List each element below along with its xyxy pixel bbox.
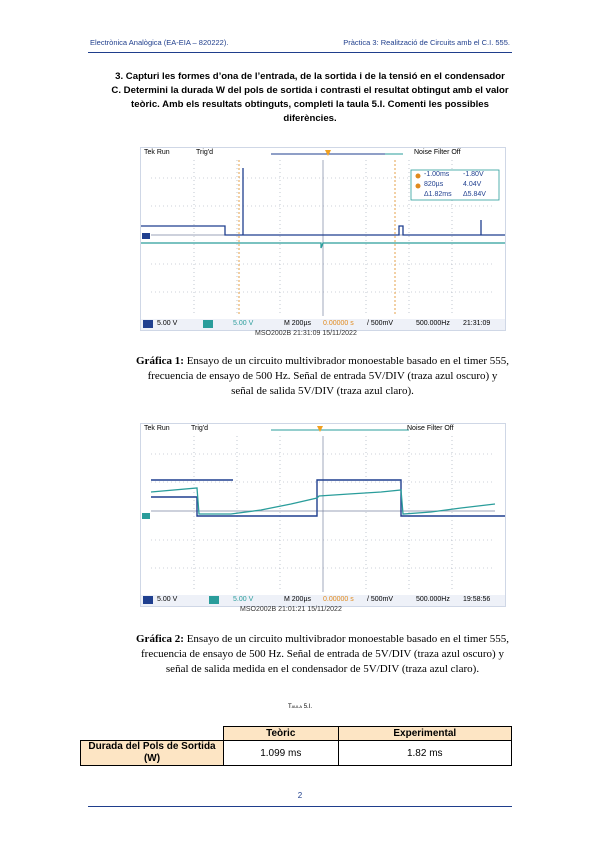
caption-2-label: Gráfica 2: [136,633,184,645]
header-right: Pràctica 3: Realització de Circuits amb el C.I. 555. [343,38,510,47]
scope2-noise-filter: Noise Filter Off [407,425,454,432]
caption-1-text: Ensayo de un circuito multivibrador monoestable basado en el timer 555, frecuencia de ensayo de 500 Hz. Señal de entrada 5V/DIV (traza azul oscuro) y señal de salida 5V/DIV (traza azul claro). [147,355,509,397]
header-rule [88,52,512,53]
table-row [81,741,512,766]
scope2-statusbar [141,595,505,606]
scope2-ch2-scale: 5.00 V [233,596,254,603]
question-text: 3. Capturi les formes d’ona de l’entrada, de la sortida i de la tensió en el condensador C. Determini la durada W del pols de sortida i contrasti el resultat obtingut amb el valor teòric. Amb els resultats obtinguts, completi la taula 5.I. Comenti les possibles diferències. [111,71,509,124]
scope1-trig-status: Trig'd [196,149,214,156]
scope2-timebase: M 200µs [284,596,311,603]
oscilloscope-capture-1 [140,147,506,331]
scope2-graph [141,424,505,606]
scope2-trig-level: / 500mV [367,596,394,603]
table-caption: Taula 5.I. [287,704,313,710]
scope1-model-line: MSO2002B 21:31:09 15/11/2022 [255,330,357,337]
header-left: Electrònica Analògica (EA-EIA – 820222). [90,38,229,47]
table-header-row [81,727,512,741]
scope2-trig-pos: 0.00000 s [323,596,354,603]
scope1-ch2-scale: 5.00 V [233,320,254,327]
scope1-timebase: M 200µs [284,320,311,327]
scope2-frequency: 500.000Hz [416,596,450,603]
caption-1 [135,354,510,399]
table-corner [81,727,224,741]
scope1-trig-pos: 0.00000 s [323,320,354,327]
footer-rule [88,806,512,807]
cell-teoric-value: 1.099 ms [224,741,339,766]
scope1-statusbar [141,319,505,330]
page-number: 2 [297,791,303,800]
scope1-frequency: 500.000Hz [416,320,450,327]
caption-2-text: Ensayo de un circuito multivibrador monoestable basado en el timer 555, frecuencia de ensayo de 500 Hz. Señal de entrada de 5V/DIV (traza azul oscuro) y señal de salida medida en el condensador de 5V/DIV (traza azul claro). [141,633,509,675]
caption-1-label: Gráfica 1: [136,355,184,367]
scope1-run-status: Tek Run [144,149,170,156]
scope2-trig-status: Trig'd [191,425,209,432]
scope1-ch1-scale: 5.00 V [157,320,178,327]
scope1-graph [141,148,505,330]
scope1-cursor-v2: 4.04V [463,181,482,188]
caption-2 [135,632,510,677]
scope1-time: 21:31:09 [463,320,491,327]
ch1-marker-icon [143,320,153,328]
scope1-cursor-t1: -1.00ms [424,171,450,178]
scope2-time: 19:58:56 [463,596,491,603]
scope1-noise-filter: Noise Filter Off [414,149,461,156]
cell-experimental-value: 1.82 ms [338,741,511,766]
col-header-teoric: Teòric [224,727,339,741]
scope1-cursor-dt: Δ1.82ms [424,191,452,198]
scope1-trig-level: / 500mV [367,320,394,327]
scope2-run-status: Tek Run [144,425,170,432]
col-header-experimental: Experimental [338,727,511,741]
scope2-ch1-scale: 5.00 V [157,596,178,603]
scope1-cursor-dv: Δ5.84V [463,191,486,198]
ch1-marker-icon [143,596,153,604]
oscilloscope-capture-2 [140,423,506,607]
ch2-marker-icon [209,596,219,604]
row-header-durada: Durada del Pols de Sortida (W) [81,741,224,766]
results-table [80,726,512,766]
scope1-cursor-t2: 820µs [424,181,444,188]
scope2-model-line: MSO2002B 21:01:21 15/11/2022 [240,606,342,613]
scope1-cursor-v1: -1.80V [463,171,484,178]
ch2-marker-icon [203,320,213,328]
